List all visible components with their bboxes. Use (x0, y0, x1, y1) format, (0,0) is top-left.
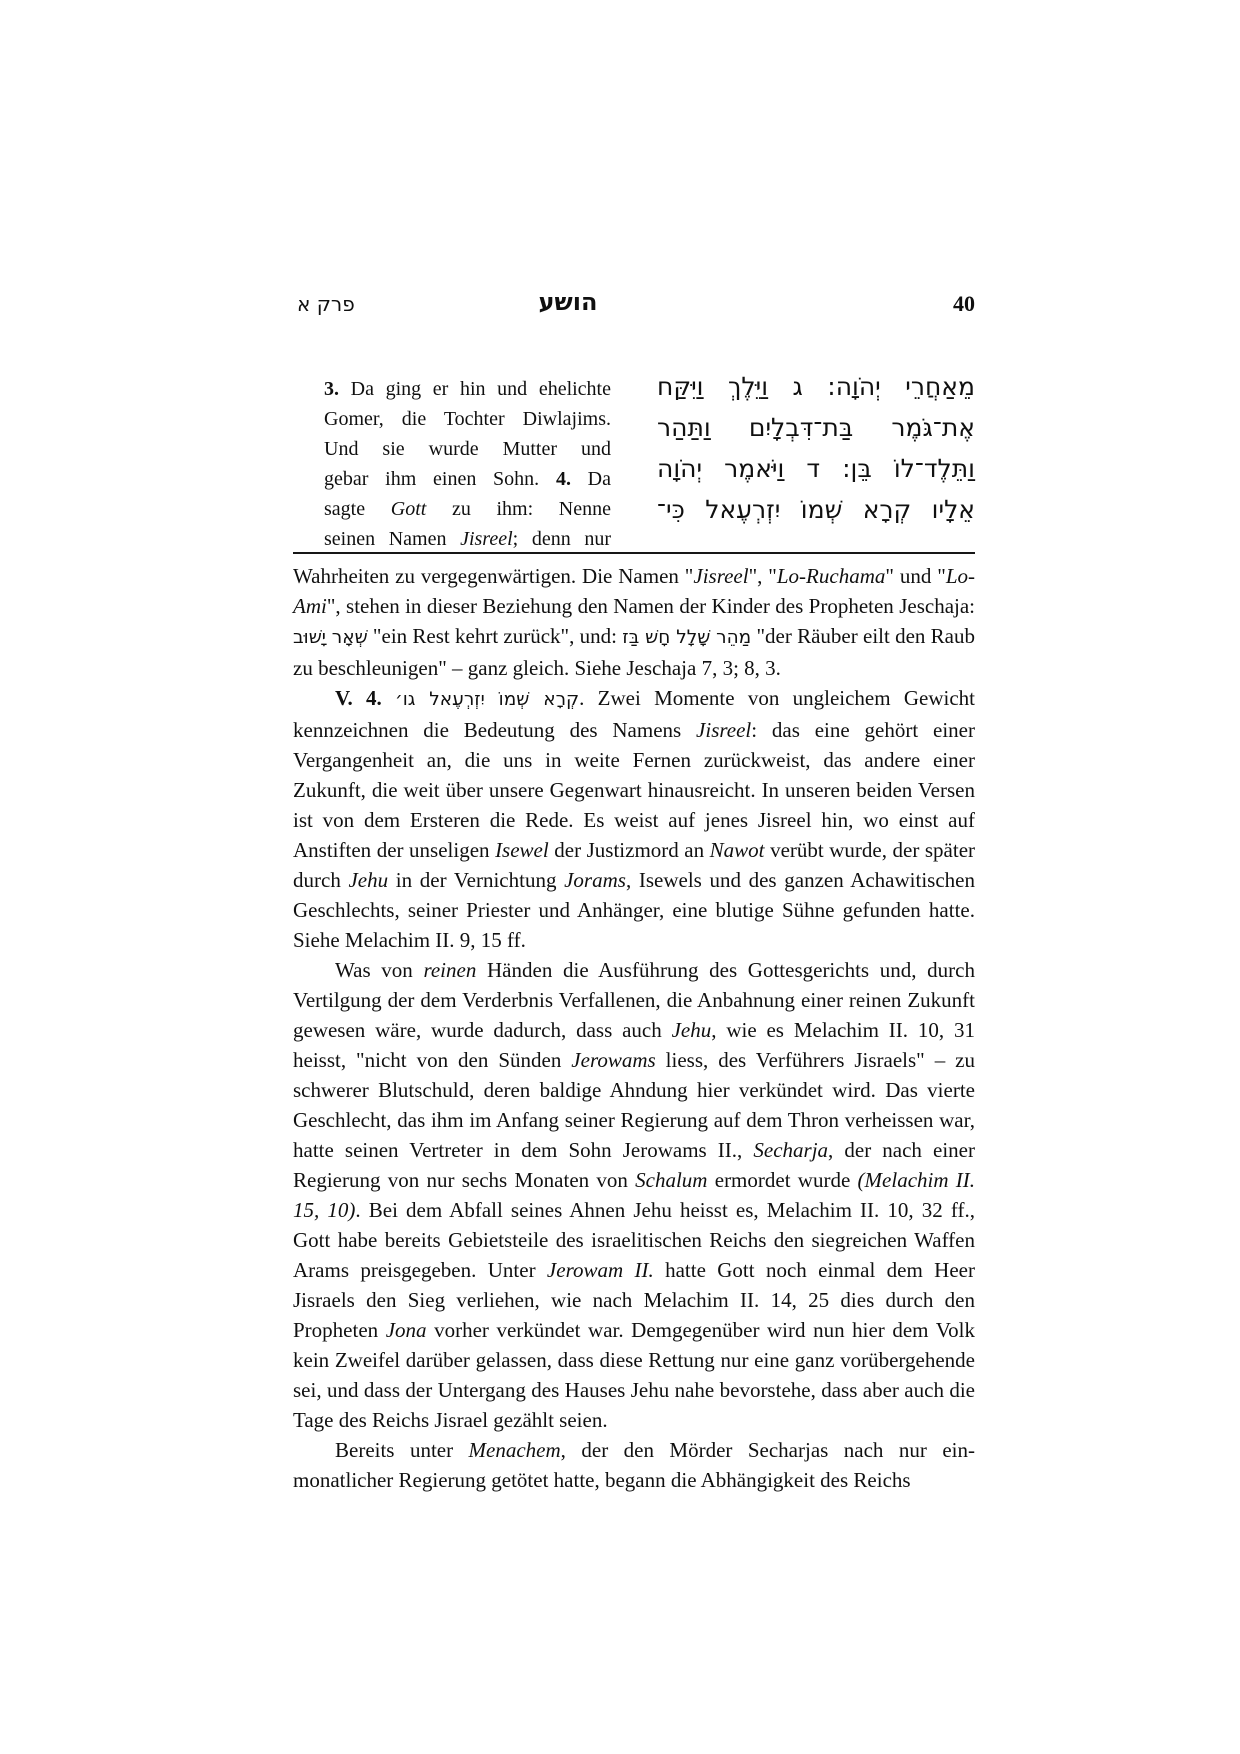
commentary-paragraph: Wahrheiten zu vergegenwärtigen. Die Namen "Jisreel", "Lo-Ruchama" und "Lo-Ami", stehen in dieser Beziehung den Namen der Kinder des Propheten Jeschaja: שְׁאָר יָשׁוּב "ein Rest kehrt zurück", und: מַהֵר שָׁלָל חָשׁ בַּז "der Räuber eilt den Raub zu beschleunigen" – ganz gleich. Siehe Jeschaja 7, 3; 8, 3. (293, 564, 975, 680)
translation-line: seinen Namen Jisreel; denn nur (324, 528, 611, 550)
verse-line: מֵאַחֲרֵי יְהֹוָה: ג וַיֵּלֶךְ וַיִּקַּח (657, 372, 975, 401)
commentary-section (293, 561, 975, 1495)
commentary-paragraph: Bereits unter Menachem, der den Mörder Secharjas nach nur ein-monatlicher Regierung getötet hatte, begann die Abhängigkeit des Reichs (293, 1438, 975, 1492)
book-title: הושע (538, 288, 598, 316)
verse-line: אֵלָיו קְרָא שְׁמוֹ יִזְרְעֶאל כִּי־ (657, 495, 975, 524)
translation-line: Und sie wurde Mutter und (324, 438, 611, 460)
commentary-paragraph: Was von reinen Händen die Ausführung des Gottesgerichts und, durch Vertilgung der dem Verderbnis Verfallenen, die Anbahnung einer reinen Zukunft gewesen wäre, wurde dadurch, dass auch Jehu, wie es Melachim II. 10, 31 heisst, "nicht von den Sünden Jerowams liess, des Verführers Jisraels" – zu schwerer Blutschuld, deren baldige Ahndung hier verkündet wird. Das vierte Geschlecht, das ihm im Anfang seiner Regierung auf dem Thron verheissen war, hatte seinen Vertreter in dem Sohn Jerowams II., Secharja, der nach einer Regierung von nur sechs Monaten von Schalum ermordet wurde (Melachim II. 15, 10). Bei dem Abfall seines Ahnen Jehu heisst es, Melachim II. 10, 32 ff., Gott habe bereits Gebietsteile des israelitischen Reichs den siegreichen Waffen Arams preisgegeben. Unter Jerowam II. hatte Gott noch einmal dem Heer Jisraels den Sieg verliehen, wie nach Melachim II. 14, 25 dies durch den Propheten Jona vorher verkündet war. Demgegenüber wird nun hier dem Volk kein Zweifel darüber gelassen, dass diese Rettung nur eine ganz vorübergehende sei, und dass der Untergang des Hauses Jehu nahe bevorstehe, dass aber auch die Tage des Reichs Jisrael gezählt seien. (293, 958, 976, 1432)
page-header (293, 286, 975, 322)
translation-line: Gomer, die Tochter Diwlajims. (324, 408, 611, 430)
hebrew-verse-column (657, 366, 975, 530)
chapter-label: פרק א (297, 292, 355, 316)
verse-line: וַתֵּלֶד־לוֹ בֵּן: ד וַיֹּאמֶר יְהֹוָה (657, 454, 975, 483)
translation-line: gebar ihm einen Sohn. 4. Da (324, 468, 611, 490)
verse-line: אֶת־גֹּמֶר בַּת־דִּבְלָיִם וַתַּהַר (657, 413, 975, 442)
translation-line: sagte Gott zu ihm: Nenne (324, 498, 612, 520)
translation-line: 3. Da ging er hin und ehelichte (324, 378, 611, 400)
commentary-paragraph: V. 4. קְרָא שְׁמוֹ יִזְרְעֶאל גו׳. Zwei Momente von ungleichem Gewicht kennzeichnen die Bedeutung des Namens Jisreel: das eine gehört einer Vergangenheit an, die uns in weite Fernen zurückweist, das andere einer Zukunft, die weit über unsere Gegenwart hinausreicht. In unseren beiden Versen ist von dem Ersteren die Rede. Es weist auf jenes Jisreel hin, wo einst auf Anstiften der unseligen Isewel der Justizmord an Nawot verübt wurde, der später durch Jehu in der Vernichtung Jorams, Isewels und des ganzen Achawitischen Geschlechts, seiner Priester und Anhänger, eine blutige Sühne gefunden hatte. Siehe Melachim II. 9, 15 ff. (293, 686, 976, 952)
german-translation-column (324, 374, 611, 554)
verse-section (293, 366, 975, 552)
divider-rule (293, 552, 975, 554)
page-number: 40 (953, 291, 975, 316)
